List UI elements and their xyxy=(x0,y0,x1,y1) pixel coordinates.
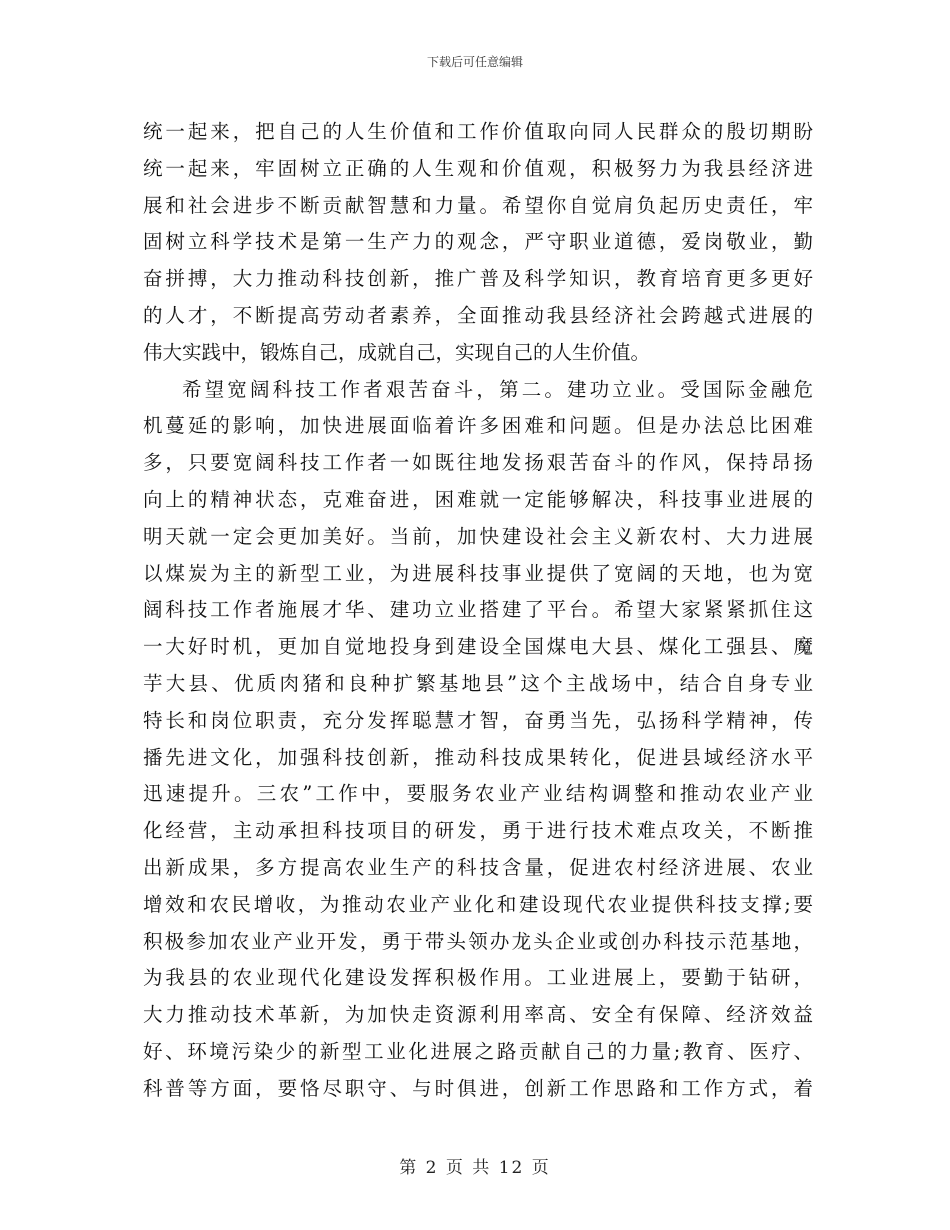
text-line: 的人才，不断提高劳动者素养，全面推动我县经济社会跨越式进展的 xyxy=(143,303,813,327)
text-line: 为我县的农业现代化建设发挥积极作用。工业进展上，要勤于钻研， xyxy=(143,966,813,990)
text-line: 芋大县、优质肉猪和良种扩繁基地县”这个主战场中，结合自身专业 xyxy=(143,671,813,695)
text-line: 展和社会进步不断贡献智慧和力量。希望你自觉肩负起历史责任，牢 xyxy=(143,193,813,217)
text-line: 特长和岗位职责，充分发挥聪慧才智，奋勇当先，弘扬科学精神，传 xyxy=(143,708,813,732)
text-line: 向上的精神状态，克难奋进，困难就一定能够解决，科技事业进展的 xyxy=(143,487,813,511)
text-line: 统一起来，把自己的人生价值和工作价值取向同人民群众的殷切期盼 xyxy=(143,120,813,143)
text-line: 阔科技工作者施展才华、建功立业搭建了平台。希望大家紧紧抓住这 xyxy=(143,598,813,622)
text-line: 好、环境污染少的新型工业化进展之路贡献自己的力量;教育、医疗、 xyxy=(143,1039,813,1063)
text-line: 以煤炭为主的新型工业，为进展科技事业提供了宽阔的天地，也为宽 xyxy=(143,561,813,585)
text-line: 大力推动技术革新，为加快走资源利用率高、安全有保障、经济效益 xyxy=(143,1003,813,1027)
text-line: 迅速提升。三农”工作中，要服务农业产业结构调整和推动农业产业 xyxy=(143,782,813,806)
text-line: 化经营，主动承担科技项目的研发，勇于进行技术难点攻关，不断推 xyxy=(143,819,813,843)
paragraph-start-line: 希望宽阔科技工作者艰苦奋斗，第二。建功立业。受国际金融危 xyxy=(182,377,813,401)
text-line: 伟大实践中，锻炼自己，成就自己，实现自己的人生价值。 xyxy=(143,340,651,364)
text-line: 增效和农民增收，为推动农业产业化和建设现代农业提供科技支撑;要 xyxy=(143,892,813,916)
text-line: 机蔓延的影响，加快进展面临着许多困难和问题。但是办法总比困难 xyxy=(143,414,813,438)
text-line: 科普等方面，要恪尽职守、与时俱进，创新工作思路和工作方式，着 xyxy=(143,1076,813,1100)
text-line: 积极参加农业产业开发，勇于带头领办龙头企业或创办科技示范基地， xyxy=(143,929,813,953)
document-body xyxy=(143,114,813,1108)
text-line: 固树立科学技术是第一生产力的观念，严守职业道德，爱岗敬业，勤 xyxy=(143,230,813,254)
text-line: 多，只要宽阔科技工作者一如既往地发扬艰苦奋斗的作风，保持昂扬 xyxy=(143,451,813,475)
text-line: 一大好时机，更加自觉地投身到建设全国煤电大县、煤化工强县、魔 xyxy=(143,635,813,659)
text-line: 统一起来，牢固树立正确的人生观和价值观，积极努力为我县经济进 xyxy=(143,156,813,180)
text-line: 出新成果，多方提高农业生产的科技含量，促进农村经济进展、农业 xyxy=(143,855,813,879)
text-line: 播先进文化，加强科技创新，推动科技成果转化，促进县域经济水平 xyxy=(143,745,813,769)
text-line: 明天就一定会更加美好。当前，加快建设社会主义新农村、大力进展 xyxy=(143,524,813,548)
text-line: 奋拼搏，大力推动科技创新，推广普及科学知识，教育培育更多更好 xyxy=(143,267,813,291)
page-header: 下载后可任意编辑 xyxy=(426,55,523,69)
page-number: 第 2 页 共 12 页 xyxy=(399,1158,551,1178)
